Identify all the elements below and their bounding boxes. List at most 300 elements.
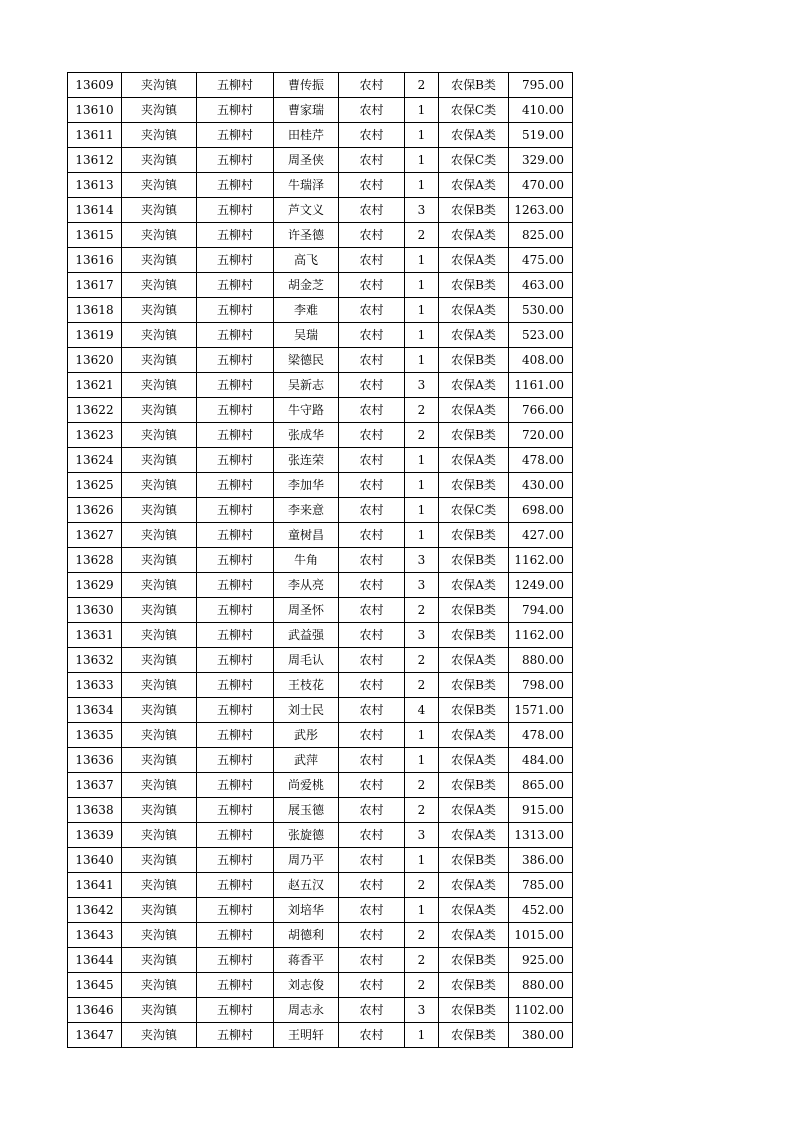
cell-village: 五柳村	[197, 448, 274, 473]
cell-record-id: 13618	[68, 298, 122, 323]
cell-insurance-category: 农保B类	[439, 548, 509, 573]
cell-member-count: 1	[405, 173, 439, 198]
cell-town: 夹沟镇	[122, 123, 197, 148]
cell-village: 五柳村	[197, 823, 274, 848]
cell-member-count: 1	[405, 748, 439, 773]
cell-insurance-category: 农保C类	[439, 98, 509, 123]
cell-insurance-category: 农保B类	[439, 973, 509, 998]
cell-person-name: 武萍	[274, 748, 339, 773]
cell-village: 五柳村	[197, 298, 274, 323]
cell-amount: 925.00	[509, 948, 573, 973]
cell-record-id: 13626	[68, 498, 122, 523]
cell-person-name: 许圣德	[274, 223, 339, 248]
cell-person-name: 周乃平	[274, 848, 339, 873]
cell-person-name: 周圣侠	[274, 148, 339, 173]
cell-member-count: 3	[405, 548, 439, 573]
cell-household-type: 农村	[339, 273, 405, 298]
cell-village: 五柳村	[197, 473, 274, 498]
cell-member-count: 1	[405, 898, 439, 923]
cell-town: 夹沟镇	[122, 223, 197, 248]
cell-member-count: 2	[405, 973, 439, 998]
cell-member-count: 1	[405, 298, 439, 323]
cell-record-id: 13628	[68, 548, 122, 573]
cell-amount: 408.00	[509, 348, 573, 373]
cell-insurance-category: 农保A类	[439, 898, 509, 923]
cell-insurance-category: 农保B类	[439, 273, 509, 298]
cell-town: 夹沟镇	[122, 873, 197, 898]
cell-household-type: 农村	[339, 298, 405, 323]
cell-insurance-category: 农保B类	[439, 848, 509, 873]
cell-household-type: 农村	[339, 773, 405, 798]
cell-person-name: 刘士民	[274, 698, 339, 723]
cell-person-name: 李难	[274, 298, 339, 323]
table-row	[68, 523, 573, 548]
cell-village: 五柳村	[197, 973, 274, 998]
table-row	[68, 748, 573, 773]
cell-village: 五柳村	[197, 898, 274, 923]
cell-member-count: 2	[405, 398, 439, 423]
cell-member-count: 3	[405, 573, 439, 598]
cell-insurance-category: 农保A类	[439, 248, 509, 273]
cell-insurance-category: 农保A类	[439, 173, 509, 198]
cell-member-count: 1	[405, 473, 439, 498]
cell-member-count: 1	[405, 1023, 439, 1048]
cell-town: 夹沟镇	[122, 373, 197, 398]
cell-record-id: 13623	[68, 423, 122, 448]
cell-town: 夹沟镇	[122, 823, 197, 848]
cell-amount: 1162.00	[509, 623, 573, 648]
cell-member-count: 1	[405, 448, 439, 473]
cell-town: 夹沟镇	[122, 573, 197, 598]
cell-insurance-category: 农保A类	[439, 573, 509, 598]
cell-amount: 427.00	[509, 523, 573, 548]
cell-insurance-category: 农保A类	[439, 873, 509, 898]
table-row	[68, 848, 573, 873]
cell-record-id: 13640	[68, 848, 122, 873]
cell-record-id: 13634	[68, 698, 122, 723]
cell-person-name: 刘培华	[274, 898, 339, 923]
cell-person-name: 展玉德	[274, 798, 339, 823]
cell-village: 五柳村	[197, 323, 274, 348]
cell-insurance-category: 农保B类	[439, 623, 509, 648]
cell-village: 五柳村	[197, 498, 274, 523]
cell-insurance-category: 农保A类	[439, 373, 509, 398]
cell-insurance-category: 农保B类	[439, 198, 509, 223]
cell-record-id: 13630	[68, 598, 122, 623]
cell-household-type: 农村	[339, 748, 405, 773]
cell-town: 夹沟镇	[122, 398, 197, 423]
cell-village: 五柳村	[197, 148, 274, 173]
cell-member-count: 1	[405, 123, 439, 148]
cell-person-name: 武彤	[274, 723, 339, 748]
cell-member-count: 1	[405, 248, 439, 273]
cell-person-name: 曹传振	[274, 73, 339, 98]
cell-insurance-category: 农保B类	[439, 348, 509, 373]
cell-amount: 329.00	[509, 148, 573, 173]
table-row	[68, 698, 573, 723]
cell-household-type: 农村	[339, 198, 405, 223]
cell-person-name: 牛角	[274, 548, 339, 573]
cell-person-name: 吴瑞	[274, 323, 339, 348]
cell-village: 五柳村	[197, 398, 274, 423]
cell-record-id: 13647	[68, 1023, 122, 1048]
cell-village: 五柳村	[197, 98, 274, 123]
cell-record-id: 13611	[68, 123, 122, 148]
cell-amount: 430.00	[509, 473, 573, 498]
table-row	[68, 323, 573, 348]
cell-record-id: 13642	[68, 898, 122, 923]
cell-member-count: 2	[405, 423, 439, 448]
cell-insurance-category: 农保B类	[439, 1023, 509, 1048]
table-row	[68, 723, 573, 748]
cell-household-type: 农村	[339, 448, 405, 473]
cell-village: 五柳村	[197, 223, 274, 248]
cell-household-type: 农村	[339, 948, 405, 973]
cell-household-type: 农村	[339, 848, 405, 873]
cell-insurance-category: 农保B类	[439, 598, 509, 623]
cell-person-name: 王枝花	[274, 673, 339, 698]
cell-member-count: 1	[405, 348, 439, 373]
cell-member-count: 2	[405, 598, 439, 623]
cell-insurance-category: 农保A类	[439, 823, 509, 848]
cell-insurance-category: 农保A类	[439, 223, 509, 248]
cell-household-type: 农村	[339, 998, 405, 1023]
cell-member-count: 1	[405, 148, 439, 173]
cell-record-id: 13624	[68, 448, 122, 473]
cell-insurance-category: 农保C类	[439, 498, 509, 523]
table-row	[68, 73, 573, 98]
cell-person-name: 尚爱桃	[274, 773, 339, 798]
table-row	[68, 998, 573, 1023]
cell-town: 夹沟镇	[122, 798, 197, 823]
cell-town: 夹沟镇	[122, 998, 197, 1023]
cell-village: 五柳村	[197, 523, 274, 548]
cell-record-id: 13616	[68, 248, 122, 273]
table-row	[68, 198, 573, 223]
cell-household-type: 农村	[339, 373, 405, 398]
cell-household-type: 农村	[339, 823, 405, 848]
cell-village: 五柳村	[197, 1023, 274, 1048]
cell-town: 夹沟镇	[122, 673, 197, 698]
cell-member-count: 1	[405, 98, 439, 123]
cell-insurance-category: 农保B类	[439, 473, 509, 498]
cell-amount: 880.00	[509, 648, 573, 673]
cell-village: 五柳村	[197, 348, 274, 373]
cell-person-name: 周毛认	[274, 648, 339, 673]
cell-record-id: 13609	[68, 73, 122, 98]
cell-insurance-category: 农保A类	[439, 648, 509, 673]
cell-household-type: 农村	[339, 923, 405, 948]
cell-record-id: 13614	[68, 198, 122, 223]
cell-town: 夹沟镇	[122, 523, 197, 548]
cell-town: 夹沟镇	[122, 1023, 197, 1048]
cell-town: 夹沟镇	[122, 498, 197, 523]
cell-record-id: 13620	[68, 348, 122, 373]
cell-insurance-category: 农保B类	[439, 673, 509, 698]
cell-town: 夹沟镇	[122, 973, 197, 998]
cell-member-count: 2	[405, 73, 439, 98]
cell-town: 夹沟镇	[122, 73, 197, 98]
cell-amount: 1161.00	[509, 373, 573, 398]
cell-town: 夹沟镇	[122, 173, 197, 198]
cell-village: 五柳村	[197, 198, 274, 223]
cell-record-id: 13610	[68, 98, 122, 123]
table-row	[68, 473, 573, 498]
table-row	[68, 973, 573, 998]
cell-amount: 530.00	[509, 298, 573, 323]
cell-household-type: 农村	[339, 873, 405, 898]
cell-member-count: 2	[405, 798, 439, 823]
cell-household-type: 农村	[339, 498, 405, 523]
cell-household-type: 农村	[339, 623, 405, 648]
table-row	[68, 823, 573, 848]
cell-town: 夹沟镇	[122, 648, 197, 673]
cell-insurance-category: 农保A类	[439, 798, 509, 823]
table-body	[68, 73, 573, 1048]
cell-amount: 484.00	[509, 748, 573, 773]
cell-record-id: 13643	[68, 923, 122, 948]
cell-person-name: 高飞	[274, 248, 339, 273]
cell-record-id: 13644	[68, 948, 122, 973]
cell-village: 五柳村	[197, 623, 274, 648]
cell-amount: 523.00	[509, 323, 573, 348]
cell-town: 夹沟镇	[122, 723, 197, 748]
cell-insurance-category: 农保B类	[439, 523, 509, 548]
cell-household-type: 农村	[339, 648, 405, 673]
cell-person-name: 张成华	[274, 423, 339, 448]
cell-amount: 452.00	[509, 898, 573, 923]
cell-insurance-category: 农保A类	[439, 323, 509, 348]
table-row	[68, 148, 573, 173]
cell-amount: 1313.00	[509, 823, 573, 848]
cell-person-name: 张连荣	[274, 448, 339, 473]
cell-person-name: 牛瑞泽	[274, 173, 339, 198]
table-row	[68, 123, 573, 148]
cell-member-count: 1	[405, 723, 439, 748]
cell-household-type: 农村	[339, 523, 405, 548]
cell-town: 夹沟镇	[122, 848, 197, 873]
cell-record-id: 13621	[68, 373, 122, 398]
cell-household-type: 农村	[339, 98, 405, 123]
cell-town: 夹沟镇	[122, 598, 197, 623]
cell-record-id: 13619	[68, 323, 122, 348]
cell-town: 夹沟镇	[122, 98, 197, 123]
cell-person-name: 王明轩	[274, 1023, 339, 1048]
cell-person-name: 周圣怀	[274, 598, 339, 623]
cell-town: 夹沟镇	[122, 948, 197, 973]
cell-member-count: 1	[405, 273, 439, 298]
cell-record-id: 13636	[68, 748, 122, 773]
cell-village: 五柳村	[197, 598, 274, 623]
cell-record-id: 13622	[68, 398, 122, 423]
cell-town: 夹沟镇	[122, 423, 197, 448]
cell-record-id: 13641	[68, 873, 122, 898]
cell-insurance-category: 农保B类	[439, 423, 509, 448]
cell-town: 夹沟镇	[122, 448, 197, 473]
table-row	[68, 798, 573, 823]
cell-record-id: 13615	[68, 223, 122, 248]
cell-amount: 1249.00	[509, 573, 573, 598]
cell-village: 五柳村	[197, 698, 274, 723]
cell-town: 夹沟镇	[122, 148, 197, 173]
cell-household-type: 农村	[339, 1023, 405, 1048]
cell-person-name: 田桂芹	[274, 123, 339, 148]
cell-village: 五柳村	[197, 948, 274, 973]
cell-household-type: 农村	[339, 173, 405, 198]
table-row	[68, 648, 573, 673]
cell-member-count: 2	[405, 223, 439, 248]
cell-member-count: 2	[405, 923, 439, 948]
cell-record-id: 13638	[68, 798, 122, 823]
table-row	[68, 1023, 573, 1048]
cell-member-count: 3	[405, 823, 439, 848]
cell-town: 夹沟镇	[122, 248, 197, 273]
cell-record-id: 13625	[68, 473, 122, 498]
cell-insurance-category: 农保A类	[439, 398, 509, 423]
cell-member-count: 3	[405, 373, 439, 398]
cell-amount: 915.00	[509, 798, 573, 823]
cell-amount: 1162.00	[509, 548, 573, 573]
cell-village: 五柳村	[197, 923, 274, 948]
cell-insurance-category: 农保B类	[439, 73, 509, 98]
cell-amount: 798.00	[509, 673, 573, 698]
cell-amount: 470.00	[509, 173, 573, 198]
cell-household-type: 农村	[339, 398, 405, 423]
cell-member-count: 2	[405, 948, 439, 973]
cell-member-count: 2	[405, 773, 439, 798]
cell-amount: 1015.00	[509, 923, 573, 948]
cell-town: 夹沟镇	[122, 198, 197, 223]
cell-insurance-category: 农保C类	[439, 148, 509, 173]
cell-village: 五柳村	[197, 423, 274, 448]
cell-household-type: 农村	[339, 73, 405, 98]
cell-village: 五柳村	[197, 248, 274, 273]
cell-record-id: 13632	[68, 648, 122, 673]
cell-person-name: 李来意	[274, 498, 339, 523]
cell-amount: 795.00	[509, 73, 573, 98]
cell-town: 夹沟镇	[122, 298, 197, 323]
cell-household-type: 农村	[339, 598, 405, 623]
cell-town: 夹沟镇	[122, 273, 197, 298]
cell-record-id: 13631	[68, 623, 122, 648]
cell-household-type: 农村	[339, 798, 405, 823]
cell-town: 夹沟镇	[122, 323, 197, 348]
cell-record-id: 13637	[68, 773, 122, 798]
cell-member-count: 1	[405, 498, 439, 523]
cell-village: 五柳村	[197, 373, 274, 398]
table-row	[68, 348, 573, 373]
cell-amount: 478.00	[509, 448, 573, 473]
cell-insurance-category: 农保A类	[439, 298, 509, 323]
cell-village: 五柳村	[197, 998, 274, 1023]
cell-village: 五柳村	[197, 723, 274, 748]
cell-household-type: 农村	[339, 973, 405, 998]
data-table	[67, 72, 573, 1048]
cell-amount: 478.00	[509, 723, 573, 748]
cell-member-count: 3	[405, 198, 439, 223]
cell-household-type: 农村	[339, 473, 405, 498]
table-row	[68, 298, 573, 323]
cell-household-type: 农村	[339, 898, 405, 923]
cell-insurance-category: 农保A类	[439, 448, 509, 473]
cell-household-type: 农村	[339, 573, 405, 598]
cell-town: 夹沟镇	[122, 348, 197, 373]
cell-insurance-category: 农保A类	[439, 748, 509, 773]
cell-town: 夹沟镇	[122, 773, 197, 798]
cell-insurance-category: 农保A类	[439, 723, 509, 748]
table-row	[68, 223, 573, 248]
cell-record-id: 13635	[68, 723, 122, 748]
table-row	[68, 873, 573, 898]
cell-insurance-category: 农保A类	[439, 123, 509, 148]
cell-amount: 794.00	[509, 598, 573, 623]
cell-village: 五柳村	[197, 773, 274, 798]
cell-village: 五柳村	[197, 848, 274, 873]
cell-amount: 386.00	[509, 848, 573, 873]
cell-village: 五柳村	[197, 873, 274, 898]
table-row	[68, 923, 573, 948]
table-row	[68, 398, 573, 423]
cell-member-count: 1	[405, 848, 439, 873]
table-row	[68, 598, 573, 623]
cell-amount: 380.00	[509, 1023, 573, 1048]
cell-town: 夹沟镇	[122, 548, 197, 573]
table-row	[68, 573, 573, 598]
cell-town: 夹沟镇	[122, 473, 197, 498]
cell-village: 五柳村	[197, 273, 274, 298]
cell-person-name: 胡德利	[274, 923, 339, 948]
cell-person-name: 张旋德	[274, 823, 339, 848]
cell-amount: 475.00	[509, 248, 573, 273]
cell-record-id: 13639	[68, 823, 122, 848]
cell-amount: 865.00	[509, 773, 573, 798]
cell-amount: 1263.00	[509, 198, 573, 223]
cell-household-type: 农村	[339, 123, 405, 148]
cell-amount: 1102.00	[509, 998, 573, 1023]
cell-household-type: 农村	[339, 148, 405, 173]
cell-amount: 1571.00	[509, 698, 573, 723]
cell-person-name: 蒋香平	[274, 948, 339, 973]
cell-person-name: 武益强	[274, 623, 339, 648]
cell-village: 五柳村	[197, 573, 274, 598]
table-row	[68, 898, 573, 923]
table-row	[68, 623, 573, 648]
cell-amount: 519.00	[509, 123, 573, 148]
table-row	[68, 548, 573, 573]
cell-amount: 880.00	[509, 973, 573, 998]
table-row	[68, 448, 573, 473]
cell-person-name: 童树昌	[274, 523, 339, 548]
cell-person-name: 赵五汉	[274, 873, 339, 898]
cell-household-type: 农村	[339, 423, 405, 448]
cell-record-id: 13633	[68, 673, 122, 698]
cell-village: 五柳村	[197, 798, 274, 823]
cell-amount: 410.00	[509, 98, 573, 123]
cell-village: 五柳村	[197, 673, 274, 698]
cell-amount: 825.00	[509, 223, 573, 248]
cell-person-name: 梁德民	[274, 348, 339, 373]
cell-member-count: 2	[405, 873, 439, 898]
cell-record-id: 13612	[68, 148, 122, 173]
table-row	[68, 273, 573, 298]
cell-amount: 766.00	[509, 398, 573, 423]
table-row	[68, 673, 573, 698]
cell-member-count: 4	[405, 698, 439, 723]
table-row	[68, 98, 573, 123]
cell-person-name: 吴新志	[274, 373, 339, 398]
cell-amount: 785.00	[509, 873, 573, 898]
cell-insurance-category: 农保B类	[439, 773, 509, 798]
